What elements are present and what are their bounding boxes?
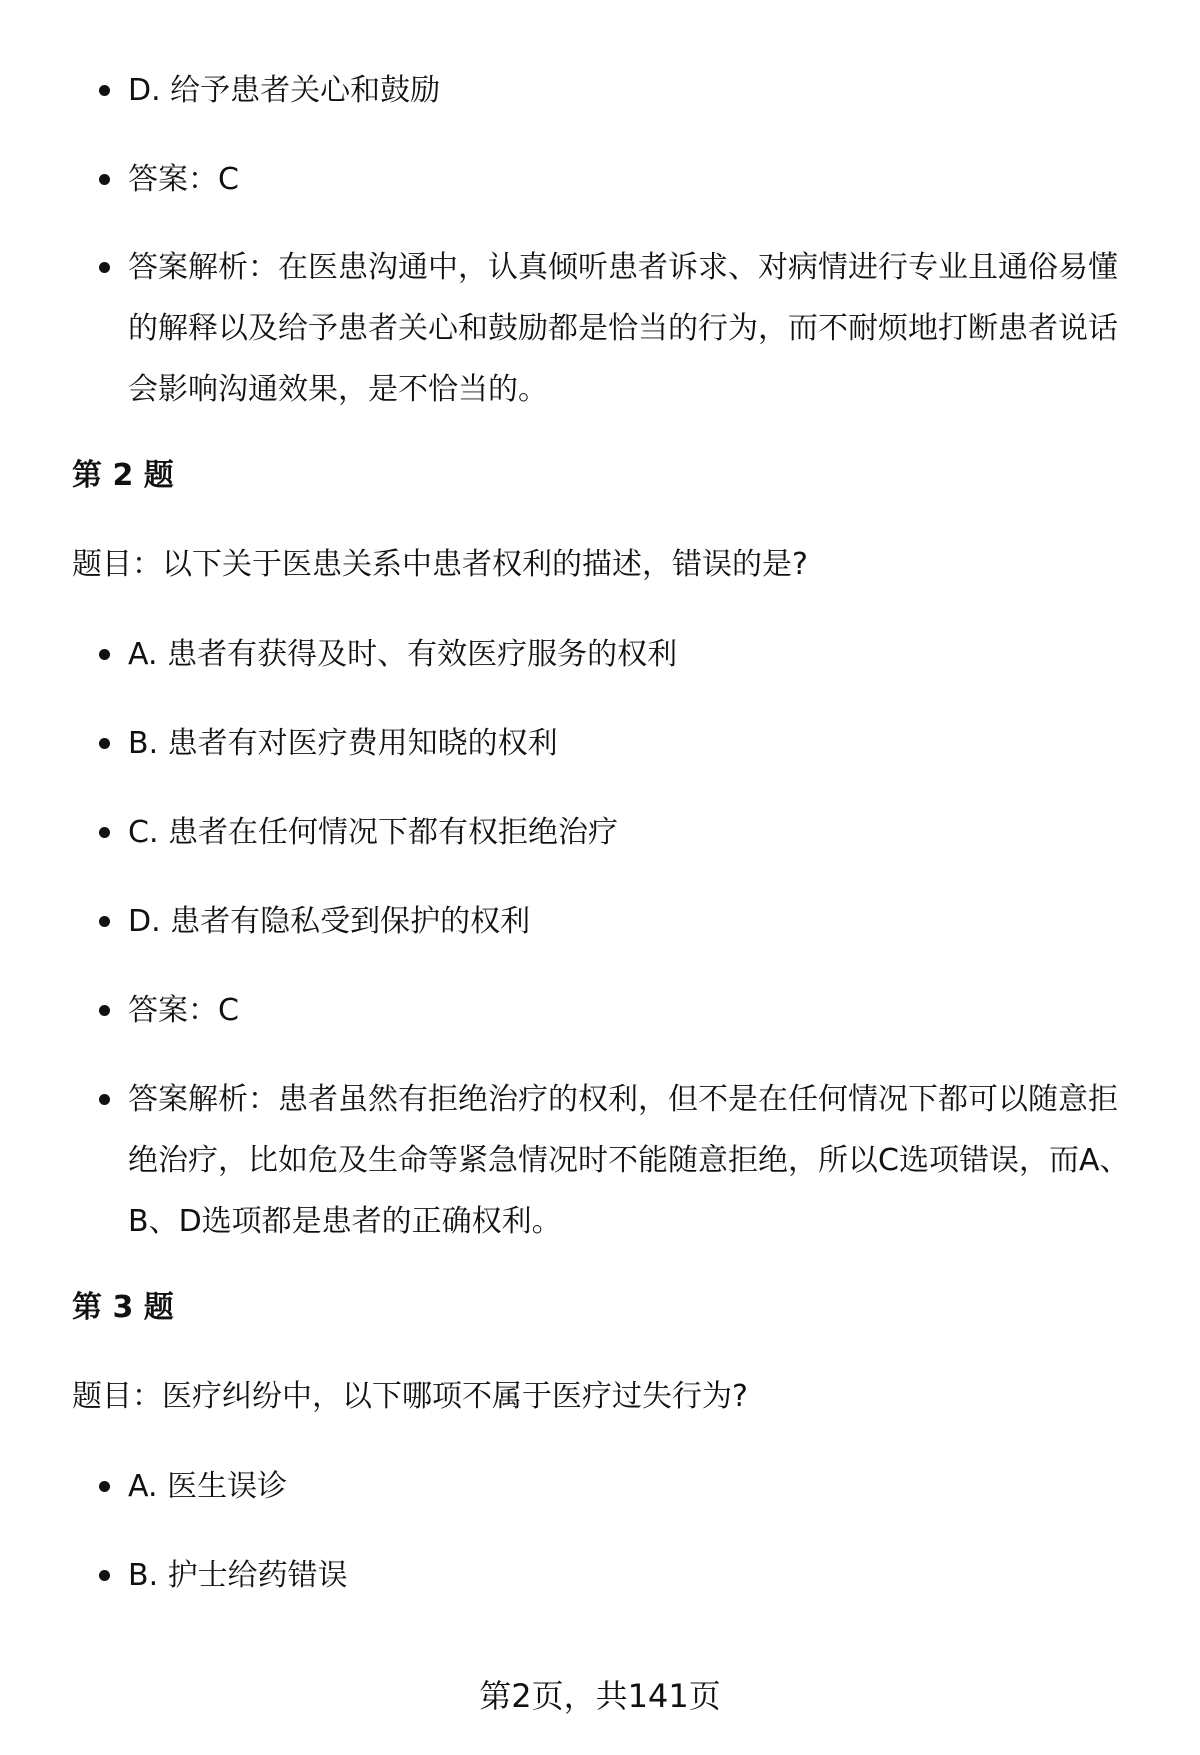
answer-text: 答案：C: [128, 993, 239, 1028]
option-c: C. 患者在任何情况下都有权拒绝治疗: [128, 815, 619, 850]
bullet-icon: [99, 174, 110, 185]
bullet-icon: [99, 1094, 110, 1105]
option-d: D. 患者有隐私受到保护的权利: [128, 904, 531, 939]
question-heading: 第 2 题: [72, 458, 174, 493]
option-b: B. 患者有对医疗费用知晓的权利: [128, 726, 558, 761]
bullet-icon: [99, 262, 110, 273]
bullet-icon: [99, 738, 110, 749]
bullet-icon: [99, 1005, 110, 1016]
answer-text: 答案：C: [128, 162, 239, 197]
bullet-icon: [99, 827, 110, 838]
bullet-icon: [99, 85, 110, 96]
page-number: 第2页，共141页: [479, 1677, 721, 1715]
option-b: B. 护士给药错误: [128, 1558, 348, 1593]
bullet-icon: [99, 916, 110, 927]
question-text: 题目：以下关于医患关系中患者权利的描述，错误的是?: [72, 547, 808, 582]
option-a: A. 患者有获得及时、有效医疗服务的权利: [128, 637, 678, 672]
option-a: A. 医生误诊: [128, 1469, 288, 1504]
explanation-text: 答案解析：患者虽然有拒绝治疗的权利，但不是在任何情况下都可以随意拒绝治疗，比如危及生命等紧急情况时不能随意拒绝，所以C选项错误，而A、B、D选项都是患者的正确权利。: [128, 1082, 1130, 1239]
explanation-text: 答案解析：在医患沟通中，认真倾听患者诉求、对病情进行专业且通俗易懂的解释以及给予患者关心和鼓励都是恰当的行为，而不耐烦地打断患者说话会影响沟通效果，是不恰当的。: [128, 250, 1118, 407]
bullet-icon: [99, 1481, 110, 1492]
question-heading: 第 3 题: [72, 1290, 174, 1325]
bullet-icon: [99, 1570, 110, 1581]
question-text: 题目：医疗纠纷中，以下哪项不属于医疗过失行为?: [72, 1379, 748, 1414]
option-d: D. 给予患者关心和鼓励: [128, 73, 441, 108]
bullet-icon: [99, 649, 110, 660]
